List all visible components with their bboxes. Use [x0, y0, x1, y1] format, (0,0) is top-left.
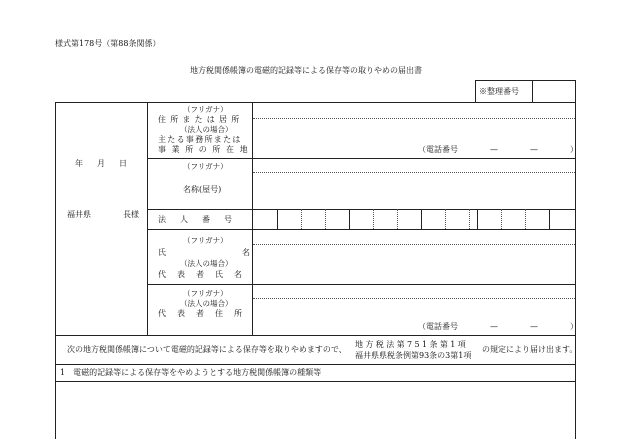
rep-name-furigana: （フリガナ）: [183, 236, 228, 245]
row-line-5: [55, 335, 576, 336]
ref-box-right: [575, 80, 576, 102]
statement-law-1: 地方税法第751条第1項: [355, 340, 469, 349]
rep-full-name-label: 代表者氏名: [158, 270, 253, 279]
rep-address-field[interactable]: [254, 300, 574, 320]
rep-address-label: 代表者住所: [158, 309, 253, 318]
address-furigana-line: [253, 118, 575, 119]
statement-post: の規定により届け出ます。: [482, 345, 578, 354]
office-label: 主たる事務所または: [158, 135, 242, 144]
statement-law-2: 福井県県税条例第93条の3第1項: [355, 351, 472, 360]
row-line-7: [55, 381, 576, 382]
name-furigana: （フリガナ）: [183, 162, 228, 171]
corporate-number-field[interactable]: [254, 210, 574, 228]
rep-addr-furigana-line: [253, 298, 575, 299]
name-furigana-line: [253, 172, 575, 173]
address-label: 住所または居所: [158, 115, 244, 124]
office-location-label: 事業所の所在地: [158, 145, 254, 154]
statement-pre: 次の地方税関係帳簿について電磁的記録等による保存等を取りやめますので、: [67, 345, 347, 354]
addressee: 福井県 長様: [67, 210, 139, 219]
rep-name-furigana-line: [253, 244, 575, 245]
row-line-1: [147, 158, 576, 159]
rep-addr-furigana: （フリガナ）: [183, 289, 228, 298]
address-furigana: （フリガナ）: [183, 105, 228, 114]
rep-address-phone: （電話番号 — — ）: [418, 322, 578, 331]
row-line-6: [55, 364, 576, 365]
address-field[interactable]: [254, 120, 574, 142]
rep-name-corp-note: （法人の場合）: [180, 259, 233, 268]
section-1-heading: 1 電磁的記録等による保存等をやめようとする地方税関係帳簿の種類等: [60, 368, 322, 377]
address-corp-note: （法人の場合）: [180, 125, 233, 134]
address-phone: （電話番号 — — ）: [418, 145, 578, 154]
date-label: 年 月 日: [75, 159, 130, 168]
ref-box-left: [475, 80, 476, 102]
label-column-divider: [252, 102, 253, 335]
table-top-border: [55, 102, 576, 103]
row-line-4: [147, 284, 576, 285]
corporate-number-label: 法人番号: [158, 215, 246, 224]
reference-number-field[interactable]: [533, 81, 575, 102]
rep-name-field[interactable]: [254, 246, 574, 283]
table-left-border: [55, 102, 56, 439]
reference-number-label: ※整理番号: [479, 87, 519, 96]
form-title: 地方税関係帳簿の電磁的記録等による保存等の取りやめの届出書: [190, 66, 422, 75]
form-number: 様式第178号（第88条関係）: [55, 39, 161, 48]
rep-name-label: 氏名: [158, 248, 326, 257]
name-field[interactable]: [254, 174, 574, 208]
name-label: 名称(屋号): [183, 185, 222, 194]
row-line-3: [147, 229, 576, 230]
left-column-divider: [147, 102, 148, 335]
rep-addr-corp-note: （法人の場合）: [180, 299, 233, 308]
